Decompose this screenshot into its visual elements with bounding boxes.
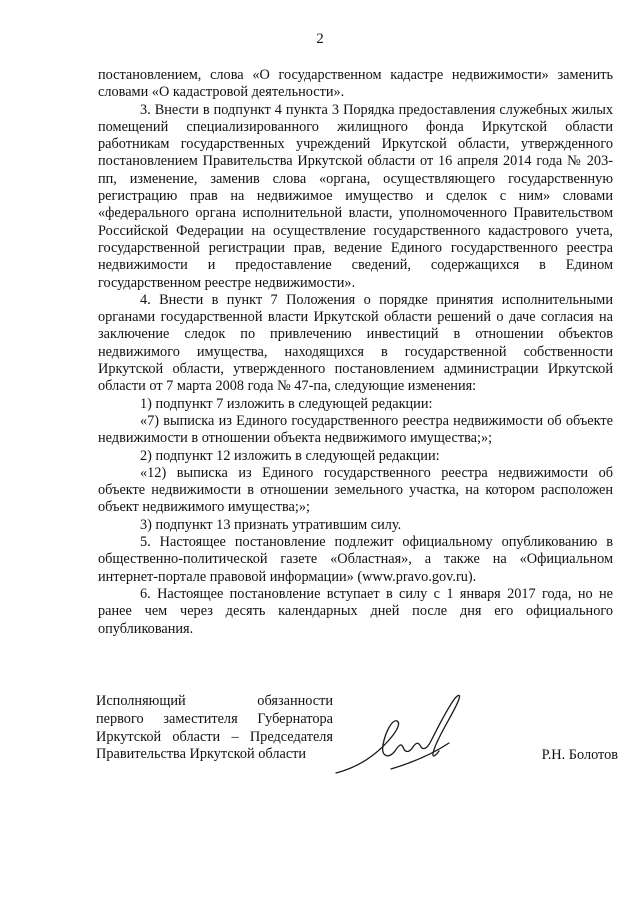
signatory-title [96, 693, 333, 764]
paragraph: 6. Настоящее постановление вступает в силу с 1 января 2017 года, но не ранее чем через десять календарных дней после дня его официального опубликования. [98, 585, 613, 637]
signature-block [96, 693, 616, 813]
paragraph: 3) подпункт 13 признать утратившим силу. [140, 516, 402, 533]
paragraph: постановлением, слова «О государственном кадастре недвижимости» заменить словами «О кадастровой деятельности». [98, 67, 613, 101]
signatory-name: Р.Н. Болотов [541, 747, 618, 763]
paragraph: 4. Внести в пункт 7 Положения о порядке принятия исполнительными органами государственной власти Иркутской области решений о даче согласия на заключение следок по привлечению инвестиций в отношении объектов недвижимого имущества, находящихся в государственной собственности Иркутской области, утвержденного постановлением администрации Иркутской области от 7 марта 2008 года № 47-па, следующие изменения: [98, 291, 613, 395]
document-body [98, 67, 613, 638]
paragraph: «7) выписка из Единого государственного реестра недвижимости об объекте недвижимости в отношении объекта недвижимого имущества;»; [98, 412, 613, 447]
signatory-title-line: Иркутской области – Председателя [96, 728, 333, 745]
handwritten-signature [331, 685, 481, 785]
paragraph: 1) подпункт 7 изложить в следующей редакции: [140, 395, 433, 412]
paragraph: «12) выписка из Единого государственного реестра недвижимости об объекте недвижимости в отношении земельного участка, на котором расположен объект недвижимого имущества;»; [98, 464, 613, 516]
signatory-title-line: Исполняющий обязанности [96, 693, 333, 709]
paragraph: 3. Внести в подпункт 4 пункта 3 Порядка предоставления служебных жилых помещений специализированного жилищного фонда Иркутской области работникам государственных учреждений Иркутской области, утвержденного постановлением Правительства Иркутской области от 16 апреля 2014 года № 203-пп, изменение, заменив слова «органа, осуществляющего государственную регистрацию прав на недвижимое имущество и сделок с ним» словами «федерального органа исполнительной власти, уполномоченного Правительством Российской Федерации на осуществление государственного кадастрового учета, государственной регистрации прав, ведение Единого государственного реестра недвижимости и предоставление сведений, содержащихся в Едином государственном реестре недвижимости». [98, 101, 613, 291]
signatory-title-line: первого заместителя Губернатора [96, 710, 333, 727]
paragraph: 2) подпункт 12 изложить в следующей редакции: [140, 447, 440, 464]
signatory-title-line: Правительства Иркутской области [96, 746, 307, 763]
paragraph: 5. Настоящее постановление подлежит официальному опубликованию в общественно-политической газете «Областная», а также на «Официальном интернет-портале правовой информации» (www.pravo.gov.ru). [98, 534, 613, 585]
page-number: 2 [316, 31, 324, 47]
